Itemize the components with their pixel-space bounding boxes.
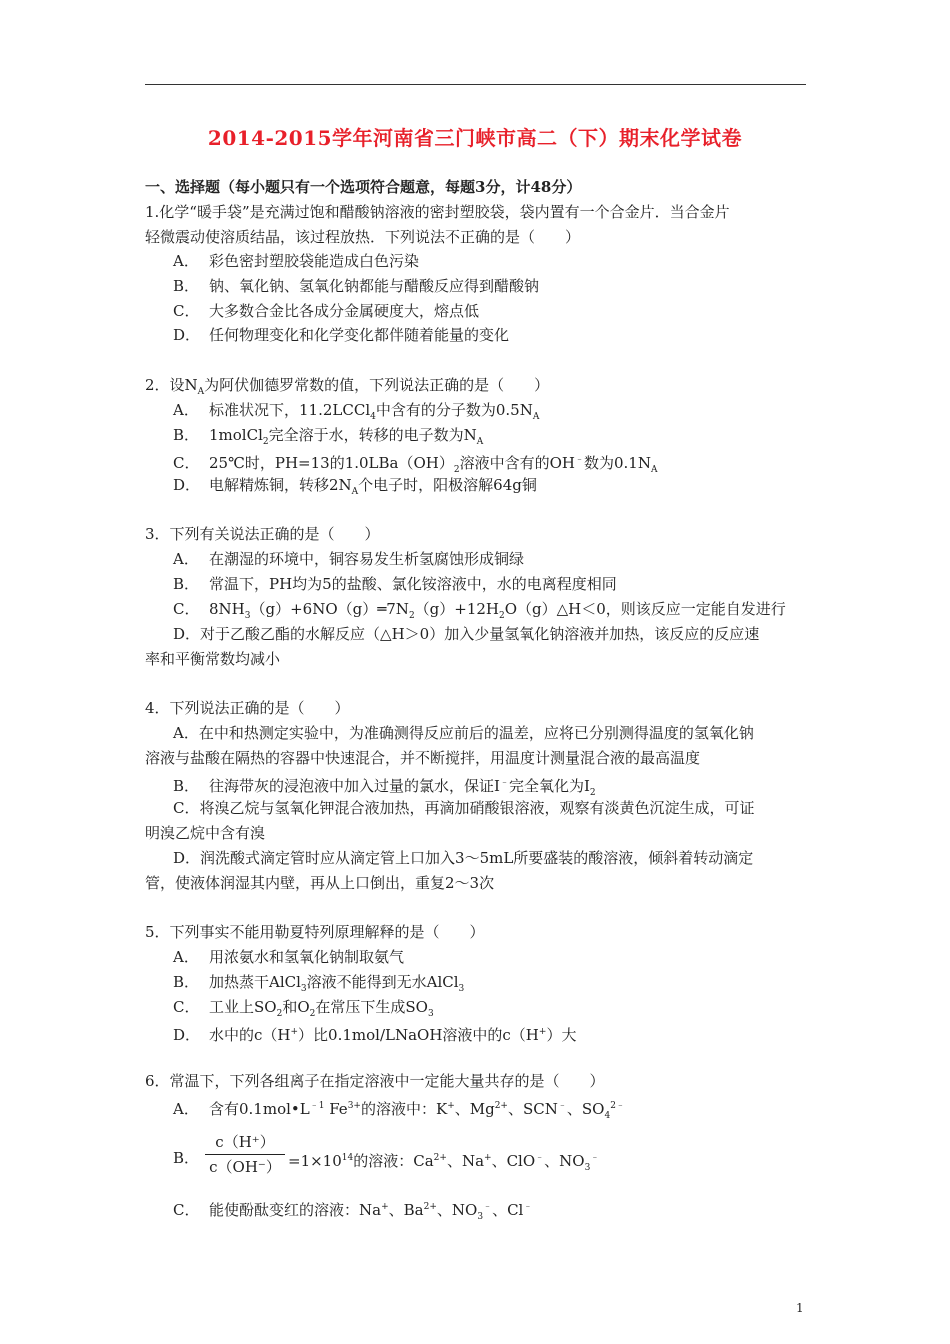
q2-option-c: C． 25℃时，PH=13的$1.0LBa(OH)_2$溶液中含有的OH﹣数为$0.1N_A$ xyxy=(173,454,658,475)
q1-option-d: D． 任何物理变化和化学变化都伴随着能量的变化 xyxy=(173,326,510,344)
q5-stem: 5．下列事实不能用勒夏特列原理解释的是（ ） xyxy=(145,923,485,941)
q4-option-d-line2: 管，使液体润湿其内壁，再从上口倒出，重复2～3次 xyxy=(145,874,495,892)
q2-option-b: B． 1molCl$_2$完全溶于水，转移的电子数为$N_A$ xyxy=(173,426,484,447)
q4-option-a-line2: 溶液与盐酸在隔热的容器中快速混合，并不断搅拌，用温度计测量混合液的最高温度 xyxy=(145,749,701,767)
q3-stem: 3．下列有关说法正确的是（ ） xyxy=(145,525,380,543)
q5-option-b: B． 加热蒸干AlCl$_3$溶液不能得到无水AlCl$_3$ xyxy=(173,973,465,994)
q2-option-d: D． 电解精炼铜，转移$2N_A$个电子时，阳极溶解64g铜 xyxy=(173,476,537,497)
q6-option-b-text: $=1\times 10^{14}$的溶液：$Ca^{2+}$、Na+、ClO﹣、$NO_3^﹣$ xyxy=(288,1152,600,1173)
q4-option-d-line1: D．润洗酸式滴定管时应从滴定管上口加入3～5mL所要盛装的酸溶液，倾斜着转动滴定 xyxy=(173,849,754,867)
q1-stem-line2: 轻微震动使溶质结晶，该过程放热．下列说法不正确的是（ ） xyxy=(145,228,581,246)
q3-option-c: C． $8NH_3(g)+6NO(g)═7N_2(g)+12H_2O(g)\triangle H<0$，则该反应一定能自发进行 xyxy=(173,600,786,621)
q3-option-d-line1: D．对于乙酸乙酯的水解反应（△H＞0）加入少量氢氧化钠溶液并加热，该反应的反应速 xyxy=(173,625,760,643)
fraction-bar xyxy=(205,1154,285,1155)
q1-option-c: C． 大多数合金比各成分金属硬度大，熔点低 xyxy=(173,302,480,320)
q1-option-b: B． 钠、氧化钠、氢氧化钠都能与醋酸反应得到醋酸钠 xyxy=(173,277,540,295)
header-rule xyxy=(145,84,806,85)
q4-option-a-line1: A．在中和热测定实验中，为准确测得反应前后的温差，应将已分别测得温度的氢氧化钠 xyxy=(173,724,754,742)
q6-option-a: A． 含有$0.1mol•L^{﹣1}$ $Fe^{3+}$的溶液中：K+、$Mg^{2+}$、SCN﹣、$SO_4^{2﹣}$ xyxy=(173,1100,625,1121)
section-heading: 一、选择题（每小题只有一个选项符合题意，每题3分，计48分） xyxy=(145,178,582,196)
q6-option-b-letter: B． xyxy=(173,1149,200,1167)
q1-option-a: A． 彩色密封塑胶袋能造成白色污染 xyxy=(173,252,420,270)
q4-option-c-line1: C．将溴乙烷与氢氧化钾混合液加热，再滴加硝酸银溶液，观察有淡黄色沉淀生成，可证 xyxy=(173,799,755,817)
q6-stem: 6．常温下，下列各组离子在指定溶液中一定能大量共存的是（ ） xyxy=(145,1072,605,1090)
page-title: 2014-2015学年河南省三门峡市高二（下）期末化学试卷 xyxy=(207,126,743,150)
q6-option-c: C． 能使酚酞变红的溶液：Na+、$Ba^{2+}$、$NO_3^﹣$、Cl﹣ xyxy=(173,1201,533,1222)
q2-option-a: A． 标准状况下，11.2LCCl$_4$中含有的分子数为$0.5N_A$ xyxy=(173,401,540,422)
q5-option-d: D． 水中的c（H+）比0.1mol/LNaOH溶液中的c（H+）大 xyxy=(173,1026,577,1044)
q3-option-d-line2: 率和平衡常数均减小 xyxy=(145,650,281,668)
q1-stem-line1: 1.化学“暖手袋”是充满过饱和醋酸钠溶液的密封塑胶袋，袋内置有一个合金片．当合金片 xyxy=(145,203,730,221)
q3-option-b: B． 常温下，PH均为5的盐酸、氯化铵溶液中，水的电离程度相同 xyxy=(173,575,617,593)
fraction-denominator: c（OH⁻） xyxy=(209,1158,281,1176)
q5-option-a: A． 用浓氨水和氢氧化钠制取氨气 xyxy=(173,948,405,966)
q5-option-c: C． 工业上$SO_2$和$O_2$在常压下生成$SO_3$ xyxy=(173,998,434,1019)
q6-option-b-fraction xyxy=(205,1132,285,1177)
q4-option-b: B． 往海带灰的浸泡液中加入过量的氯水，保证I﹣完全氧化为$I_2$ xyxy=(173,777,596,798)
fraction-numerator: c（H⁺） xyxy=(215,1133,275,1151)
q4-stem: 4．下列说法正确的是（ ） xyxy=(145,699,350,717)
q4-option-c-line2: 明溴乙烷中含有溴 xyxy=(145,824,266,842)
q2-stem: 2．设$N_A$为阿伏伽德罗常数的值，下列说法正确的是（ ） xyxy=(145,376,550,397)
page-number: 1 xyxy=(796,1301,804,1315)
q3-option-a: A． 在潮湿的环境中，铜容易发生析氢腐蚀形成铜绿 xyxy=(173,550,525,568)
